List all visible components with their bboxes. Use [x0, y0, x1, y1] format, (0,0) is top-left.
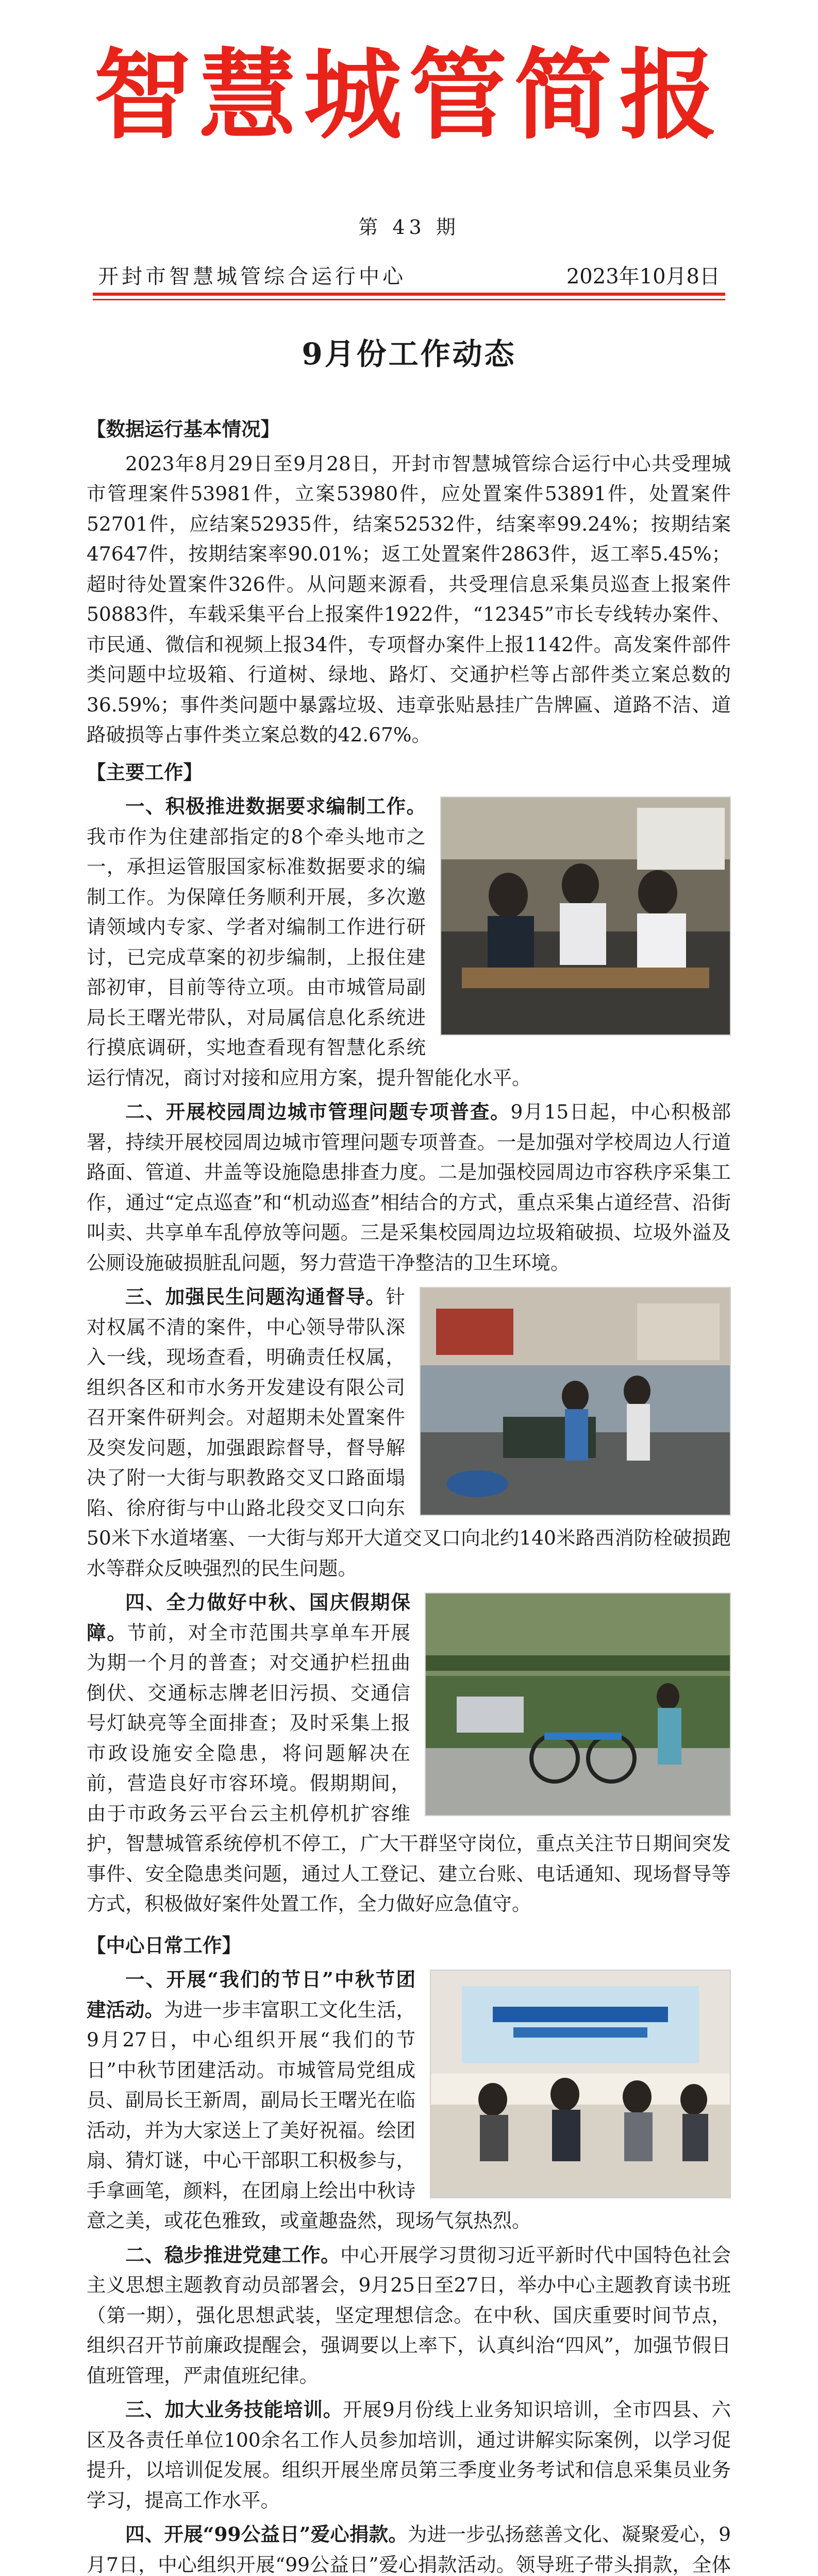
news-photo: [430, 1970, 731, 2198]
article-paragraph: [87, 2395, 731, 2515]
issue-number: 第 43 期: [358, 216, 460, 239]
article-body: [87, 407, 731, 2576]
issue-date: 2023年10月8日: [566, 265, 720, 289]
paragraph-lead: 二、稳步推进党建工作。: [125, 2243, 341, 2266]
news-photo: [420, 1287, 731, 1516]
paragraph-lead: 四、开展“99公益日”爱心捐款。: [125, 2523, 408, 2546]
article-paragraph: [87, 1282, 731, 1583]
paragraph-lead: 三、加强民生问题沟通督导。: [125, 1285, 386, 1308]
paragraph-text: 我市作为住建部指定的8个牵头地市之一，承担运管服国家标准数据要求的编制工作。为保障任务顺利开展，多次邀请领域内专家、学者对编制工作进行研讨，已完成草案的初步编制，上报住建部初审，目前等待立项。由市城管局副局长王曙光带队，对局属信息化系统进行摸底调研，实地查看现有智慧化系统运行情况，商讨对接和应用方案，提升智能化水平。: [87, 825, 531, 1089]
org-name: 开封市智慧城管综合运行中心: [98, 265, 406, 289]
article-paragraph: [87, 2519, 731, 2576]
article-paragraph: [87, 1964, 731, 2236]
paragraph-text: 开展9月份线上业务知识培训，全市四县、六区及各责任单位100余名工作人员参加培训，通过讲解实际案例，以学习促提升，以培训促发展。组织开展坐席员第三季度业务考试和信息采集员业务学习，提高工作水平。: [87, 2398, 731, 2512]
paragraph-text: 中心开展学习贯彻习近平新时代中国特色社会主义思想主题教育动员部署会，9月25日至27日，举办中心主题教育读书班（第一期），强化思想武装，坚定理想信念。在中秋、国庆重要时间节点，组织召开节前廉政提醒会，强调要以上率下，认真纠治“四风”，加强节假日值班管理，严肃值班纪律。: [87, 2243, 731, 2387]
paragraph-lead: 三、加大业务技能培训。: [125, 2398, 343, 2421]
paragraph-lead: 四、全力做好中秋、国庆假期保障。: [87, 1591, 410, 1644]
paragraph-text: 9月15日起，中心积极部署，持续开展校园周边城市管理问题专项普查。一是加强对学校周边人行道路面、管道、井盖等设施隐患排查力度。二是加强校园周边市容秩序采集工作，通过“定点巡查”和“机动巡查”相结合的方式，重点采集占道经营、沿街叫卖、共享单车乱停放等问题。三是采集校园周边垃圾箱破损、垃圾外溢及公厕设施破损脏乱问题，努力营造干净整洁的卫生环境。: [87, 1100, 731, 1274]
section-heading: 【数据运行基本情况】: [87, 418, 280, 440]
article-paragraph: [87, 1587, 731, 1919]
section-heading: 【主要工作】: [87, 760, 203, 784]
article-paragraph: [87, 791, 731, 1093]
masthead-title: 智慧城管简报: [93, 38, 725, 152]
article-paragraph: [87, 2240, 731, 2391]
paragraph-text: 针对权属不清的案件，中心领导带队深入一线，现场查看，明确责任权属，组织各区和市水务开发建设有限公司召开案件研判会。对超期未处置案件及突发问题，加强跟踪督导，督导解决了附一大街与职教路交叉口路面塌陷、徐府街与中山路北段交叉口向东50米下水道堵塞、一大街与郑开大道交叉口向北约140米路西消防栓破损跑水等群众反映强烈的民生问题。: [87, 1285, 731, 1580]
article-paragraph: [87, 1097, 731, 1278]
paragraph-text: 2023年8月29日至9月28日，开封市智慧城管综合运行中心共受理城市管理案件53981件，立案53980件，应处置案件53891件，处置案件52701件，应结案52935件，结案52532件，结案率99.24%；按期结案47647件，按期结案率90.01%；返工处置案件2863件，返工率5.45%；超时待处置案件326件。从问题来源看，共受理信息采集员巡查上报案件50883件，车载采集平台上报案件1922件，“12345”市长专线转办案件、市民通、微信和视频上报34件，专项督办案件上报1142件。高发案件部件类问题中垃圾箱、行道树、绿地、路灯、交通护栏等占部件类立案总数的36.59%；事件类问题中暴露垃圾、违章张贴悬挂广告牌匾、道路不洁、道路破损等占事件类立案总数的42.67%。: [87, 452, 731, 746]
paragraph-lead: 一、开展“我们的节日”中秋节团建活动。: [87, 1968, 415, 2021]
article-title: 9月份工作动态: [302, 336, 516, 371]
header-rule-thin: [93, 299, 725, 300]
header-rule-thick: [93, 293, 725, 296]
paragraph-text: 为进一步弘扬慈善文化、凝聚爱心，9月7日，中心组织开展“99公益日”爱心捐款活动。领导班子带头捐款，全体: [87, 2523, 731, 2576]
section-heading: 【中心日常工作】: [87, 1934, 241, 1957]
news-photo: [440, 796, 731, 1036]
paragraph-lead: 二、开展校园周边城市管理问题专项普查。: [125, 1100, 511, 1123]
article-paragraph: [87, 449, 731, 750]
paragraph-text: 节前，对全市范围共享单车开展为期一个月的普查；对交通护栏扭曲倒伏、交通标志牌老旧污损、交通信号灯缺亮等全面排查；及时采集上报市政设施安全隐患，将问题解决在前，营造良好市容环境。假期期间，由于市政务云平台云主机停机扩容维护，智慧城管系统停机不停工，广大干群坚守岗位，重点关注节日期间突发事件、安全隐患类问题，通过人工登记、建立台账、电话通知、现场督导等方式，积极做好案件处置工作，全力做好应急值守。: [87, 1621, 731, 1915]
paragraph-lead: 一、积极推进数据要求编制工作。: [125, 795, 426, 818]
news-photo: [425, 1592, 731, 1816]
paragraph-text: 为进一步丰富职工文化生活，9月27日，中心组织开展“我们的节日”中秋节团建活动。市城管局党组成员、副局长王新周，副局长王曙光在临活动，并为大家送上了美好祝福。绘团扇、猜灯谜，中心干部职工积极参与，手拿画笔，颜料，在团扇上绘出中秋诗意之美，或花色雅致，或童趣盎然，现场气氛热烈。: [87, 1998, 531, 2232]
